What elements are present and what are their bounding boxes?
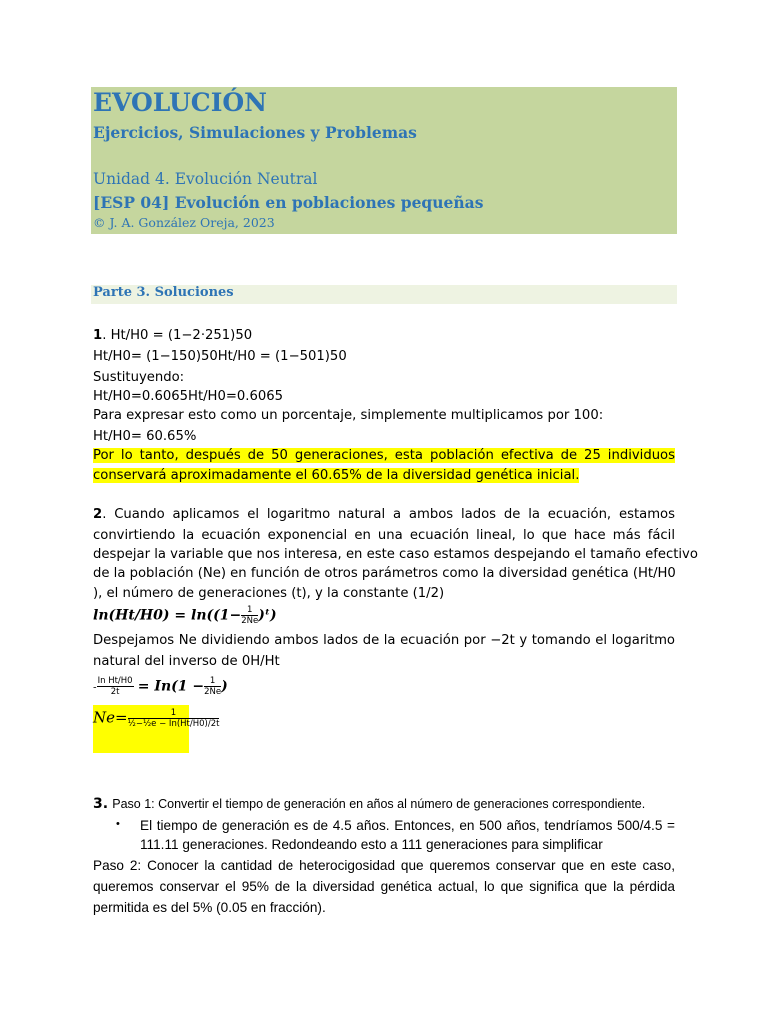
sol1-line5: Para expresar esto como un porcentaje, simplemente multiplicamos por 100: [93,408,604,423]
sol2-line5: ), el número de generaciones (t), y la constante (1/2) [93,586,445,601]
eq2-end: ) [221,678,228,695]
sol2-number: 2 [93,507,103,522]
eq1-denominator: 2Ne [241,616,259,626]
eq1-numerator: 1 [241,605,258,616]
sol3-bullet-line2: 111.11 generaciones. Redondeando esto a 111 generaciones para simplificar [140,837,603,852]
sol2-line7: natural del inverso de 0H/Ht [93,654,280,669]
sol3-step2-line2: queremos conservar el 95% de la diversidad genética actual, lo que significa que la pérdida [93,879,675,894]
sol3-bullet-line1: El tiempo de generación es de 4.5 años. Entonces, en 500 años, tendríamos 500/4.5 = [140,818,675,833]
document-title: EVOLUCIÓN [93,88,268,117]
eq3-denominator: ½−½e − In(Ht/H0)/2t [127,719,220,729]
sol2-line1 [93,507,675,522]
sol1-line3: Sustituyendo: [93,370,185,385]
sol1-line4: Ht/H0=0.6065Ht/H0=0.6065 [93,389,284,404]
eq3-numerator: 1 [128,708,220,719]
sol2-line4: de la población (Ne) en función de otros parámetros como la diversidad genética (Ht/H0 [93,566,676,581]
sol3-number: 3. [93,796,109,812]
sol1-line2: Ht/H0= (1−150)50Ht/H0 = (1−501)50 [93,349,347,364]
eq2-middle: = In(1 − [137,678,205,695]
equation-2: - $\frac{\text{In Ht/H0}}{2t}$ = In(1 − $\frac{1}{2Ne}$ ) [93,676,228,697]
eq2-rhs-numerator: 1 [204,676,221,687]
sol2-line2: convirtiendo la ecuación exponencial en una ecuación lineal, lo que hace más fácil [93,528,675,543]
sol1-line1-text: . Ht/H0 = (1−2·251)50 [102,328,253,343]
eq2-lhs-numerator: In Ht/H0 [97,676,133,686]
sol1-line1 [93,328,252,343]
copyright: © J. A. González Oreja, 2023 [93,215,275,230]
sol3-step2-line1: Paso 2: Conocer la cantidad de heterocigosidad que queremos conservar que en este caso, [93,858,675,873]
sol1-highlight-text2: conservará aproximadamente el 60.65% de la diversidad genética inicial. [93,468,580,483]
sol3-step2-line3: permitida es del 5% (0.05 en fracción). [93,900,326,915]
sol2-line3: despejar la variable que nos interesa, en este caso estamos despejando el tamaño efectivo [93,547,698,562]
eq1-right: )ᵗ) [258,607,277,624]
eq2-lhs-fraction [97,676,134,697]
eq1-fraction [241,605,258,626]
bullet-icon: • [116,818,120,830]
eq2-rhs-denominator: 2Ne [204,687,222,697]
sol3-step1-text: Paso 1: Convertir el tiempo de generación en años al número de generaciones correspondiente. [112,797,646,811]
eq2-rhs-fraction [204,676,221,697]
sol3-step1 [93,796,645,812]
sol2-line1-text: . Cuando aplicamos el logaritmo natural a ambos lados de la ecuación, estamos [102,507,675,522]
eq3-fraction [128,708,220,729]
sol1-highlight-line1 [93,448,675,463]
eq3-lhs: Ne= [93,708,128,727]
sol1-highlight-line2 [93,468,579,483]
exercise-title: [ESP 04] Evolución en poblaciones pequeñas [93,193,484,212]
eq1-left: ln(Ht/H0) = ln((1− [93,607,242,624]
equation-3 [93,708,219,729]
section-title: Parte 3. Soluciones [93,285,234,300]
document-subtitle: Ejercicios, Simulaciones y Problemas [93,123,417,142]
unit-label: Unidad 4. Evolución Neutral [93,170,318,188]
eq2-lhs-denominator: 2t [110,687,120,697]
sol2-line6: Despejamos Ne dividiendo ambos lados de la ecuación por −2t y tomando el logaritmo [93,633,675,648]
sol1-number: 1 [93,328,103,343]
sol1-line6: Ht/H0= 60.65% [93,429,197,444]
equation-1 [93,605,277,626]
sol1-highlight-text1: Por lo tanto, después de 50 generaciones, esta población efectiva de 25 individuos [93,448,675,463]
